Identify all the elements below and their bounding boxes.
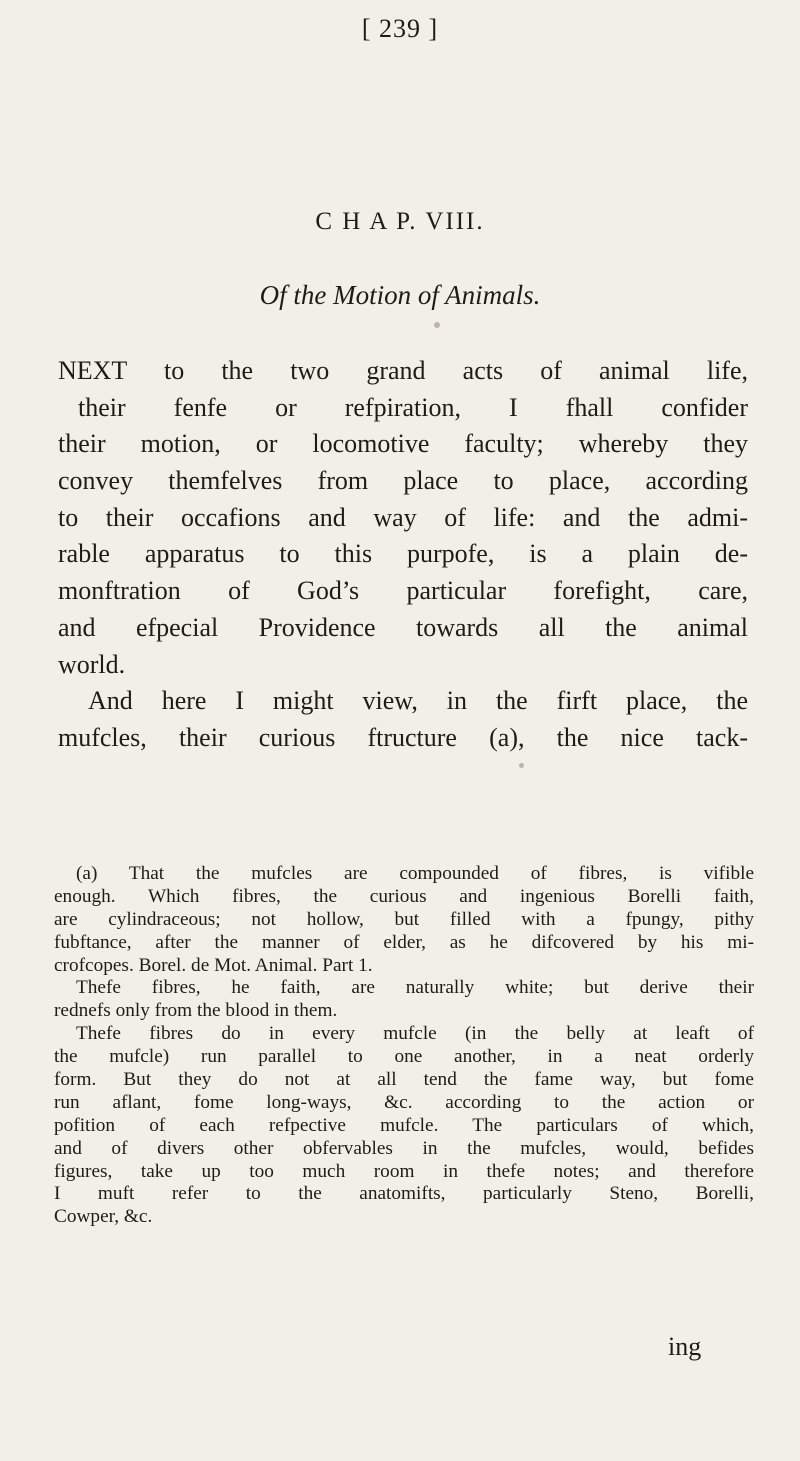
body-text	[58, 353, 748, 757]
catchword: ing	[668, 1332, 702, 1361]
body-line: to their occafions and way of life: and the admi-	[58, 502, 748, 532]
footnote-line: fubftance, after the manner of elder, as he difcovered by his mi-	[54, 931, 754, 953]
footnote-line: Cowper, &c.	[54, 1206, 153, 1228]
footnote-line: pofition of each refpective mufcle. The particulars of which,	[54, 1114, 754, 1136]
footnote-line: I muft refer to the anatomifts, particularly Steno, Borelli,	[54, 1183, 754, 1205]
body-line: world.	[58, 649, 126, 679]
body-line: their fenfe or refpiration, I fhall confider	[78, 392, 748, 422]
footnotes	[54, 863, 754, 1229]
body-line: NEXT to the two grand acts of animal life,	[58, 356, 748, 385]
body-line: monftration of God’s particular forefight, care,	[58, 576, 748, 606]
paper-blemish	[434, 322, 440, 328]
body-line: mufcles, their curious ftructure (a), the nice tack-	[58, 722, 748, 752]
footnote-line: Thefe fibres, he faith, are naturally white; but derive their	[76, 977, 754, 999]
footnote-line: Thefe fibres do in every mufcle (in the belly at leaft of	[76, 1023, 754, 1045]
chapter-heading: C H A P. VIII.	[315, 208, 485, 235]
footnote-line: enough. Which fibres, the curious and ingenious Borelli faith,	[54, 885, 754, 907]
body-line: and efpecial Providence towards all the animal	[58, 612, 748, 642]
body-line: rable apparatus to this purpofe, is a plain de-	[58, 539, 748, 569]
footnote-line: crofcopes. Borel. de Mot. Animal. Part 1.	[54, 954, 373, 976]
chapter-subtitle: Of the Motion of Animals.	[259, 280, 541, 310]
body-line: convey themfelves from place to place, according	[58, 466, 748, 496]
footnote-line: the mufcle) run parallel to one another, in a neat orderly	[54, 1046, 754, 1068]
footnote-line: are cylindraceous; not hollow, but filled with a fpungy, pithy	[54, 908, 754, 930]
footnote-line: (a) That the mufcles are compounded of fibres, is vifible	[76, 863, 754, 884]
paper-blemish	[519, 763, 524, 768]
footnote-line: form. But they do not at all tend the fame way, but fome	[54, 1069, 754, 1091]
body-line: And here I might view, in the firft place, the	[88, 686, 748, 716]
footnote-line: run aflant, fome long-ways, &c. according to the action or	[54, 1091, 754, 1113]
footnote-line: figures, take up too much room in thefe notes; and therefore	[54, 1160, 754, 1182]
page-number: [ 239 ]	[361, 14, 439, 43]
footnote-line: rednefs only from the blood in them.	[54, 1000, 338, 1022]
body-line: their motion, or locomotive faculty; whereby they	[58, 429, 748, 459]
footnote-line: and of divers other obfervables in the mufcles, would, befides	[54, 1137, 754, 1159]
